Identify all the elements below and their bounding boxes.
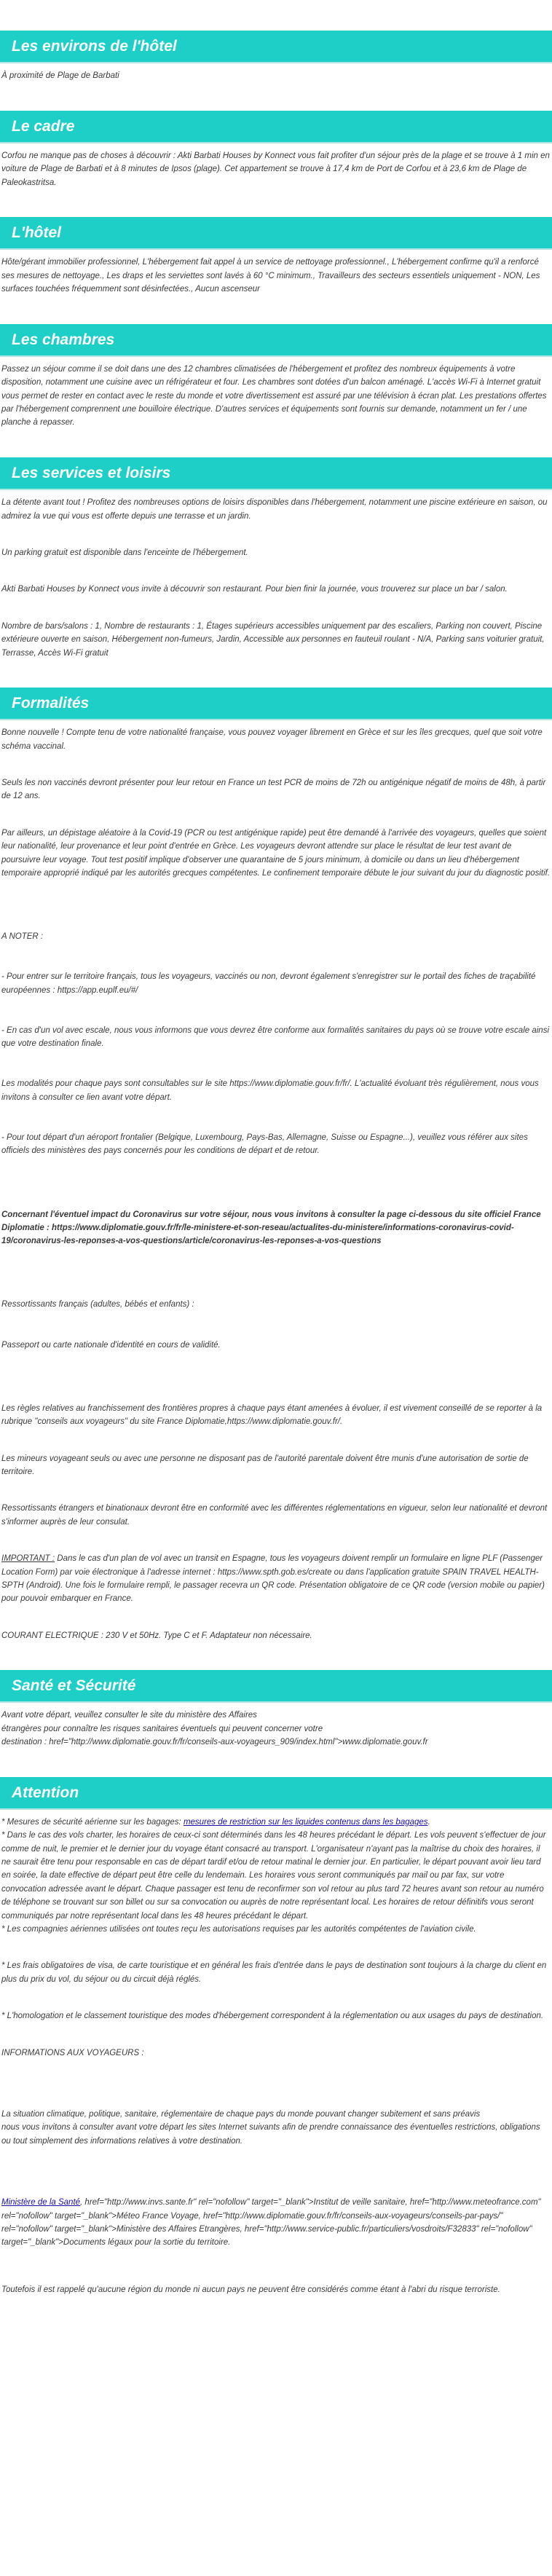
section-title-attention: Attention [0,1777,552,1808]
important-label: IMPORTANT : [1,1554,55,1564]
attention-links-text: , href="http://www.invs.sante.fr" rel="nofollow" target="_blank">Institut de veille sanitaire, href="http://www.meteofrance.com" rel="nofollow" target="_blank">Méteo France Voyage, href="http://www.diplomatie.gouv.fr/fr/conseils-aux-voyageurs/conseils-par-pays/" rel="nofollow" target="_blank">Ministère des Affaires Etrangères, href="http://www.service-public.fr/particuliers/vosdroits/F32833" rel="nofollow" target="_blank">Documents légaux pour la sortie du territoire. [1,2198,543,2248]
attention-suffix: . * Dans le cas des vols charter, les horaires de ceux-ci sont déterminés dans les 48 heures précédant le départ. Les vols peuvent s'effectuer de jour comme de nuit, le premier et le dernier jour du voyage étant consacré au transport. L'organisateur n'ayant pas la maîtrise du choix des horaires, il ne saurait être tenu pour responsable en cas de départ tardif et/ou de retour matinal le dernier jour. En particulier, le départ pouvant avoir lieu tard en soirée, la date effective de départ peut être celle du lendemain. Les horaires vous seront communiqués par mail ou par fax, sur votre convocation adressée avant le départ. Chaque passager est tenu de reconfirmer son vol retour au plus tard 72 heures avant son retour au numéro de téléphone se trouvant sur son billet ou sur sa convocation ou auprès de notre représentant local. Les horaires de retour définitifs vous seront communiqués par notre représentant local dans les 48 heures précédant le départ. * Les compagnies aériennes utilisées ont toutes reçu les autorisations requises par les autorités compétentes de l'aviation civile. [1,1817,546,1934]
section-title-chambres: Les chambres [0,324,552,355]
cadre-text: Corfou ne manque pas de choses à découvrir : Akti Barbati Houses by Konnect vous fait profiter d'un séjour près de la plage et se trouve à 1 min en voiture de Plage de Barbati et à 8 minutes de Ipsos (plage). Cet appartement se trouve à 17,4 km de Port de Corfou et à 23,6 km de Plage de Paleokastritsa. [1,151,552,187]
section-title-formalites: Formalités [0,688,552,719]
attention-text-1 [1,1816,551,1937]
section-loisirs [0,457,552,660]
environs-text: À proximité de Plage de Barbati [1,71,119,81]
loisirs-text-4: Nombre de bars/salons : 1, Nombre de restaurants : 1, Étages supérieurs accessibles uniquement par des escaliers, Parking non couvert, Piscine extérieure ouverte en saison, Hébergement non-fumeurs, Jardin, Accessible aux personnes en fauteuil roulant - N/A, Parking sans voiturier gratuit, Terrasse, Accès Wi-Fi gratuit [1,621,547,658]
section-title-environs: Les environs de l'hôtel [0,31,552,62]
formalites-coronavirus-note: Concernant l'éventuel impact du Coronavirus sur votre séjour, nous vous invitons à consulter la page ci-dessous du site officiel France Diplomatie : https://www.diplomatie.gouv.fr/fr/le-ministere-et-son-reseau/actualites-du-ministere/informations-coronavirus-covid-19/coronavirus-les-reponses-a-vos-questions/article/coronavirus-les-reponses-a-vos-questions [1,1210,543,1246]
ressortissants-title: Ressortissants français (adultes, bébés et enfants) : [1,1300,194,1309]
section-formalites [0,688,552,1642]
loisirs-text-1: La détente avant tout ! Profitez des nombreuses options de loisirs disponibles dans l'hébergement, notamment une piscine extérieure en saison, ou admirez la vue qui vous est offerte depuis une terrasse et un jardin. [1,498,550,521]
chambres-text: Passez un séjour comme il se doit dans une des 12 chambres climatisées de l'hébergement et profitez des nombreux équipements à votre disposition, notamment une cuisine avec un réfrigérateur et four. Les chambres sont dotées d'un balcon aménagé. L'accès Wi-Fi à Internet gratuit vous permet de rester en contact avec le reste du monde et votre divertissement est assuré par une télévision à écran plat. Les prestations offertes par l'hébergement comprennent une bouilloire électrique. D'autres services et équipements sont fournis sur demande, notamment un fer / une planche à repasser. [1,364,549,428]
liquides-restriction-link[interactable]: mesures de restriction sur les liquides contenus dans les bagages [183,1817,428,1827]
section-title-hotel: L'hôtel [0,217,552,248]
attention-text-2: * Les frais obligatoires de visa, de carte touristique et en général les frais d'entrée dans le pays de destination sont toujours à la charge du client en plus du prix du vol, du séjour ou du circuit déjà réglés. [1,1961,549,1984]
formalites-etrangers: Ressortissants étrangers et binationaux devront être en conformité avec les différentes réglementations en vigueur, selon leur nationalité et devront s'informer auprès de leur consulat. [1,1504,550,1527]
formalites-text-2: Seuls les non vaccinés devront présenter pour leur retour en France un test PCR de moins de 72h ou antigénique négatif de moins de 48h, à partir de 12 ans. [1,778,548,801]
section-sante [0,1670,552,1749]
formalites-important [1,1552,551,1606]
formalites-text-3: Par ailleurs, un dépistage aléatoire à la Covid-19 (PCR ou test antigénique rapide) peut être demandé à l'arrivée des voyageurs, quelles que soient leur nationalité, leur provenance et leur point d'entrée en Grèce. Les voyageurs devront attendre sur place le résultat de leur test avant de poursuivre leur voyage. Tout test positif implique d'observer une quarantaine de 5 jours minimum, à domicile ou dans un lieu d'hébergement temporaire approprié indiqué par les autorités grecques compétentes. Le confinement temporaire débute le jour suivant du jour du diagnostic positif. [1,828,551,878]
attention-text-4: La situation climatique, politique, sanitaire, réglementaire de chaque pays du monde pouvant changer subitement et sans préavis nous vous invitons à consulter avant votre départ les sites Internet suivants afin de prendre connaissance des éventuelles restrictions, obligations ou tout simplement des informations relatives à votre destination. [1,2109,540,2146]
hotel-text: Hôte/gérant immobilier professionnel, L'hébergement fait appel à un service de nettoyage professionnel., L'hébergement confirme qu'il a renforcé ses mesures de nettoyage., Les draps et les serviettes sont lavés à 60 °C minimum., Travailleurs des secteurs essentiels uniquement - NON, Les surfaces touchées fréquemment sont désinfectées., Aucun ascenseur [1,258,543,294]
ministere-sante-link[interactable]: Ministère de la Santé [1,2198,81,2207]
loisirs-text-2: Un parking gratuit est disponible dans l'enceinte de l'hébergement. [1,548,248,557]
formalites-note-line: - Pour entrer sur le territoire français, tous les voyageurs, vaccinés ou non, devront également s'enregistrer sur le portail des fiches de traçabilité européennes : https://app.euplf.eu/#/ [1,972,538,995]
formalites-note-line: Les modalités pour chaque pays sont consultables sur le site https://www.diplomatie.gouv.fr/fr/. L'actualité évoluant très régulièrement, nous vous invitons à consulter ce lien avant votre départ. [1,1079,541,1102]
ressortissants-text: Passeport ou carte nationale d'identité en cours de validité. [1,1340,221,1350]
attention-text-3: * L'homologation et le classement touristique des modes d'hébergement correspondent à la réglementation ou aux usages du pays de destination. [1,2012,544,2021]
attention-prefix: * Mesures de sécurité aérienne sur les bagages: [1,1817,184,1827]
important-text: Dans le cas d'un plan de vol avec un transit en Espagne, tous les voyageurs doivent remplir un formulaire en ligne PLF (Passenger Location Form) par voie électronique à l'adresse internet : https://www.spth.gob.es/create ou dans l'application gratuite SPAIN TRAVEL HEALTH-SPTH (Android). Une fois le formulaire rempli, le passager recevra un QR code. Présentation obligatoire de ce QR code (version mobile ou papier) pour pouvoir embarquer en France. [1,1554,548,1604]
formalites-frontieres: Les règles relatives au franchissement des frontières propres à chaque pays étant amenées à évoluer, il est vivement conseillé de se reporter à la rubrique "conseils aux voyageurs" du site France Diplomatie,https://www.diplomatie.gouv.fr/. [1,1403,545,1427]
formalites-mineurs: Les mineurs voyageant seuls ou avec une personne ne disposant pas de l'autorité parentale doivent être munis d'une autorisation de sortie de territoire. [1,1454,531,1476]
formalites-note-title: A NOTER : [1,932,44,942]
formalites-note-block [1,903,551,1184]
formalites-note-line: - Pour tout départ d'un aéroport frontalier (Belgique, Luxembourg, Pays-Bas, Allemagne, Suisse ou Espagne...), veuillez vous référer aux sites officiels des ministères des pays concernés pour les conditions de départ et de retour. [1,1133,531,1156]
section-title-sante: Santé et Sécurité [0,1670,552,1701]
formalites-ressortissants [1,1272,551,1379]
formalites-courant: COURANT ELECTRIQUE : 230 V et 50Hz. Type C et F. Adaptateur non nécessaire. [1,1631,312,1640]
section-title-cadre: Le cadre [0,111,552,142]
section-attention [0,1777,552,2297]
section-environs [0,31,552,83]
sante-text: Avant votre départ, veuillez consulter le site du ministère des Affaires étrangères pour connaître les risques sanitaires éventuels qui peuvent concerner votre destination : href="http://www.diplomatie.gouv.fr/fr/conseils-aux-voyageurs_909/index.html">www.diplomatie.gouv.fr [1,1711,428,1747]
attention-text-5 [1,2196,551,2250]
section-title-loisirs: Les services et loisirs [0,457,552,489]
loisirs-text-3: Akti Barbati Houses by Konnect vous invite à découvrir son restaurant. Pour bien finir la journée, vous trouverez sur place un bar / salon. [1,585,508,594]
attention-info-title: INFORMATIONS AUX VOYAGEURS : [1,2048,144,2057]
section-chambres [0,324,552,430]
section-cadre [0,111,552,189]
section-hotel [0,217,552,296]
attention-text-6: Toutefois il est rappelé qu'aucune région du monde ni aucun pays ne peuvent être considérés comme étant à l'abri du risque terroriste. [1,2285,500,2294]
formalites-note-line: - En cas d'un vol avec escale, nous vous informons que vous devrez être conforme aux formalités sanitaires du pays où se trouve votre escale ainsi que votre destination finale. [1,1025,552,1049]
formalites-text-1: Bonne nouvelle ! Compte tenu de votre nationalité française, vous pouvez voyager librement en Grèce et sur les îles grecques, quel que soit votre schéma vaccinal. [1,728,545,751]
